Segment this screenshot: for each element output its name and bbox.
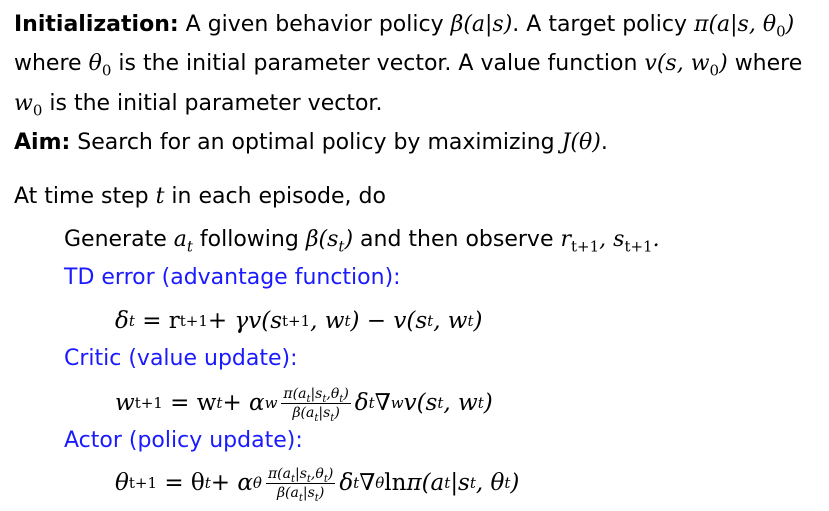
time-step-t: t: [155, 184, 165, 209]
reward-next-state: $r_{t+1}$, $s_{t+1}$.: [560, 227, 660, 256]
theta-zero: $\theta_0$: [88, 51, 112, 80]
critic-equation: w t+1 = w t + α w $\frac{\pi(a_t|s_t,\theta_t)}{\beta(a_t|s_t)}$ δ t ∇ w v(s t , w t ): [115, 385, 493, 424]
init-line2-text: is the initial parameter vector. A value function: [118, 51, 638, 76]
actor-equation: θ t+1 = θ t + α θ $\frac{\pi(a_t|s_t,\theta_t)}{\beta(a_t|s_t)}$ δ t ∇ θ ln π(a t |s t , θ t ): [115, 465, 520, 504]
observe-text: and then observe: [360, 227, 554, 252]
init-text-2: . A target policy: [512, 12, 687, 37]
init-line-2: [14, 50, 802, 78]
beta-s-t: $\beta(s_t)$: [305, 227, 354, 256]
beta-policy: β(a|s): [450, 12, 513, 37]
critic-ratio: $\frac{\pi(a_t|s_t,\theta_t)}{\beta(a_t|s_t)}$: [283, 385, 349, 424]
actor-heading: Actor (policy update):: [64, 428, 303, 453]
init-label: Initialization:: [14, 12, 179, 37]
aim-text: Search for an optimal policy by maximizing: [77, 130, 555, 155]
aim-end: .: [600, 130, 608, 155]
critic-heading: Critic (value update):: [64, 346, 298, 371]
objective-J: J(θ): [561, 130, 601, 155]
generate-text: Generate: [64, 227, 167, 252]
init-line-1: [14, 11, 794, 39]
w-zero: $w_0$: [14, 91, 43, 120]
actor-ratio: $\frac{\pi(a_t|s_t,\theta_t)}{\beta(a_t|s_t)}$: [267, 465, 334, 504]
loop-intro: [14, 183, 386, 211]
generate-line: [64, 226, 660, 254]
value-function: v(s, $w_0$): [644, 51, 728, 80]
target-policy: π(a|s, $\theta_0$): [693, 12, 795, 41]
init-line3-text: is the initial parameter vector.: [49, 91, 383, 116]
where-text-2: where: [734, 51, 803, 76]
action-a-t: $a_t$: [173, 227, 193, 256]
loop-intro-b: in each episode, do: [171, 184, 386, 209]
loop-intro-a: At time step: [14, 184, 149, 209]
td-heading: TD error (advantage function):: [64, 265, 401, 290]
where-text: where: [14, 51, 82, 76]
init-line-3: [14, 90, 382, 118]
td-equation: δ t = r t+1 + γv(s t+1 , w t ) − v(s t , w t ): [115, 308, 483, 334]
aim-line: [14, 129, 608, 157]
init-text-1: A given behavior policy: [185, 12, 444, 37]
aim-label: Aim:: [14, 130, 71, 155]
following-text: following: [199, 227, 299, 252]
